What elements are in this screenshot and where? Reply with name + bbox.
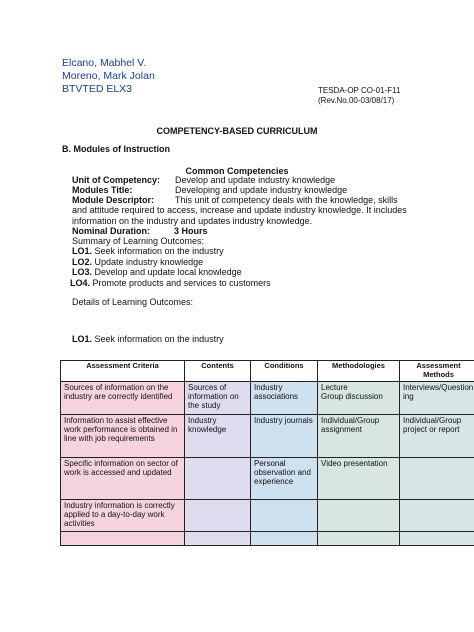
- unit-of-competency-value: Develop and update industry knowledge: [175, 175, 336, 185]
- header-assessment-criteria: Assessment Criteria: [61, 361, 185, 382]
- table-cell: Industry information is correctly applied to a day-to-day work activities: [61, 500, 185, 532]
- table-cell: Information to assist effective work performance is obtained in line with job requirements: [61, 415, 185, 458]
- learning-outcome-item: [70, 278, 271, 289]
- learning-outcome-item: [72, 246, 224, 257]
- form-code-block: [318, 86, 400, 106]
- table-row: [61, 458, 474, 500]
- lo-text: Develop and update local knowledge: [94, 267, 242, 277]
- module-descriptor-label: Module Descriptor:: [72, 195, 155, 205]
- lo1-heading: [72, 334, 224, 344]
- nominal-duration-label: Nominal Duration:: [72, 226, 150, 236]
- table-row: [61, 500, 474, 532]
- modules-title-value: Developing and update industry knowledge: [175, 185, 348, 195]
- table-cell: [400, 458, 474, 500]
- lo-text: Promote products and services to customers: [92, 278, 271, 288]
- author-block: [62, 57, 155, 96]
- table-cell: Sources of information on the industry are correctly identified: [61, 382, 185, 415]
- table-cell: [61, 532, 185, 546]
- table-row: [61, 382, 474, 415]
- details-heading: Details of Learning Outcomes:: [72, 297, 194, 307]
- document-title: COMPETENCY-BASED CURRICULUM: [156, 126, 318, 136]
- header-methodologies: Methodologies: [318, 361, 400, 382]
- nominal-duration-value: 3 Hours: [174, 226, 208, 236]
- header-assessment-methods: Assessment Methods: [400, 361, 474, 382]
- module-descriptor-continuation: and attitude required to access, increase and update industry knowledge. It includes information on the industry and updates industry knowledge.: [72, 205, 407, 226]
- table-cell: [400, 532, 474, 546]
- table-cell: Personal observation and experience: [251, 458, 318, 500]
- learning-outcome-table: [60, 360, 474, 546]
- table-cell: Specific information on sector of work is accessed and updated: [61, 458, 185, 500]
- table-cell: Individual/Group project or report: [400, 415, 474, 458]
- learning-outcome-item: [72, 257, 203, 268]
- table-cell: Industry journals: [251, 415, 318, 458]
- table-cell: Lecture Group discussion: [318, 382, 400, 415]
- table-cell: Individual/Group assignment: [318, 415, 400, 458]
- lo-text: Seek information on the industry: [94, 246, 224, 256]
- table-row: [61, 532, 474, 546]
- table-cell: [318, 500, 400, 532]
- table-cell: Video presentation: [318, 458, 400, 500]
- header-conditions: Conditions: [251, 361, 318, 382]
- table-cell: Industry knowledge: [185, 415, 251, 458]
- author-name-2: Moreno, Mark Jolan: [62, 70, 155, 82]
- lo1-code: LO1.: [72, 334, 93, 344]
- table-cell: [400, 500, 474, 532]
- lo-code: LO2.: [72, 257, 93, 267]
- table-cell: [251, 500, 318, 532]
- table-cell: [318, 532, 400, 546]
- header-contents: Contents: [185, 361, 251, 382]
- lo-code: LO3.: [72, 267, 93, 277]
- revision-number: (Rev.No.00-03/08/17): [318, 96, 395, 105]
- table-cell: Interviews/Questioning: [400, 382, 474, 415]
- author-name-1: Elcano, Mabhel V.: [62, 57, 147, 69]
- table-cell: Industry associations: [251, 382, 318, 415]
- table-cell: [185, 532, 251, 546]
- lo-text: Update industry knowledge: [94, 257, 204, 267]
- module-descriptor-value: This unit of competency deals with the knowledge, skills: [175, 195, 398, 205]
- lo1-text: Seek information on the industry: [94, 334, 224, 344]
- table-cell: [185, 500, 251, 532]
- summary-heading: Summary of Learning Outcomes:: [72, 236, 205, 246]
- author-course: BTVTED ELX3: [62, 83, 133, 95]
- table-row: [61, 415, 474, 458]
- competency-group-heading: Common Competencies: [185, 166, 289, 176]
- modules-title-label: Modules Title:: [72, 185, 133, 195]
- table-cell: [185, 458, 251, 500]
- form-code: TESDA-OP CO-01-F11: [318, 86, 401, 95]
- table-header-row: [61, 361, 474, 382]
- unit-of-competency-label: Unit of Competency:: [72, 175, 161, 185]
- learning-outcome-item: [72, 267, 242, 278]
- lo-code: LO1.: [72, 246, 93, 256]
- table-cell: Sources of information on the study: [185, 382, 251, 415]
- table-cell: [251, 532, 318, 546]
- lo-code: LO4.: [70, 278, 91, 288]
- section-heading: B. Modules of Instruction: [62, 144, 170, 154]
